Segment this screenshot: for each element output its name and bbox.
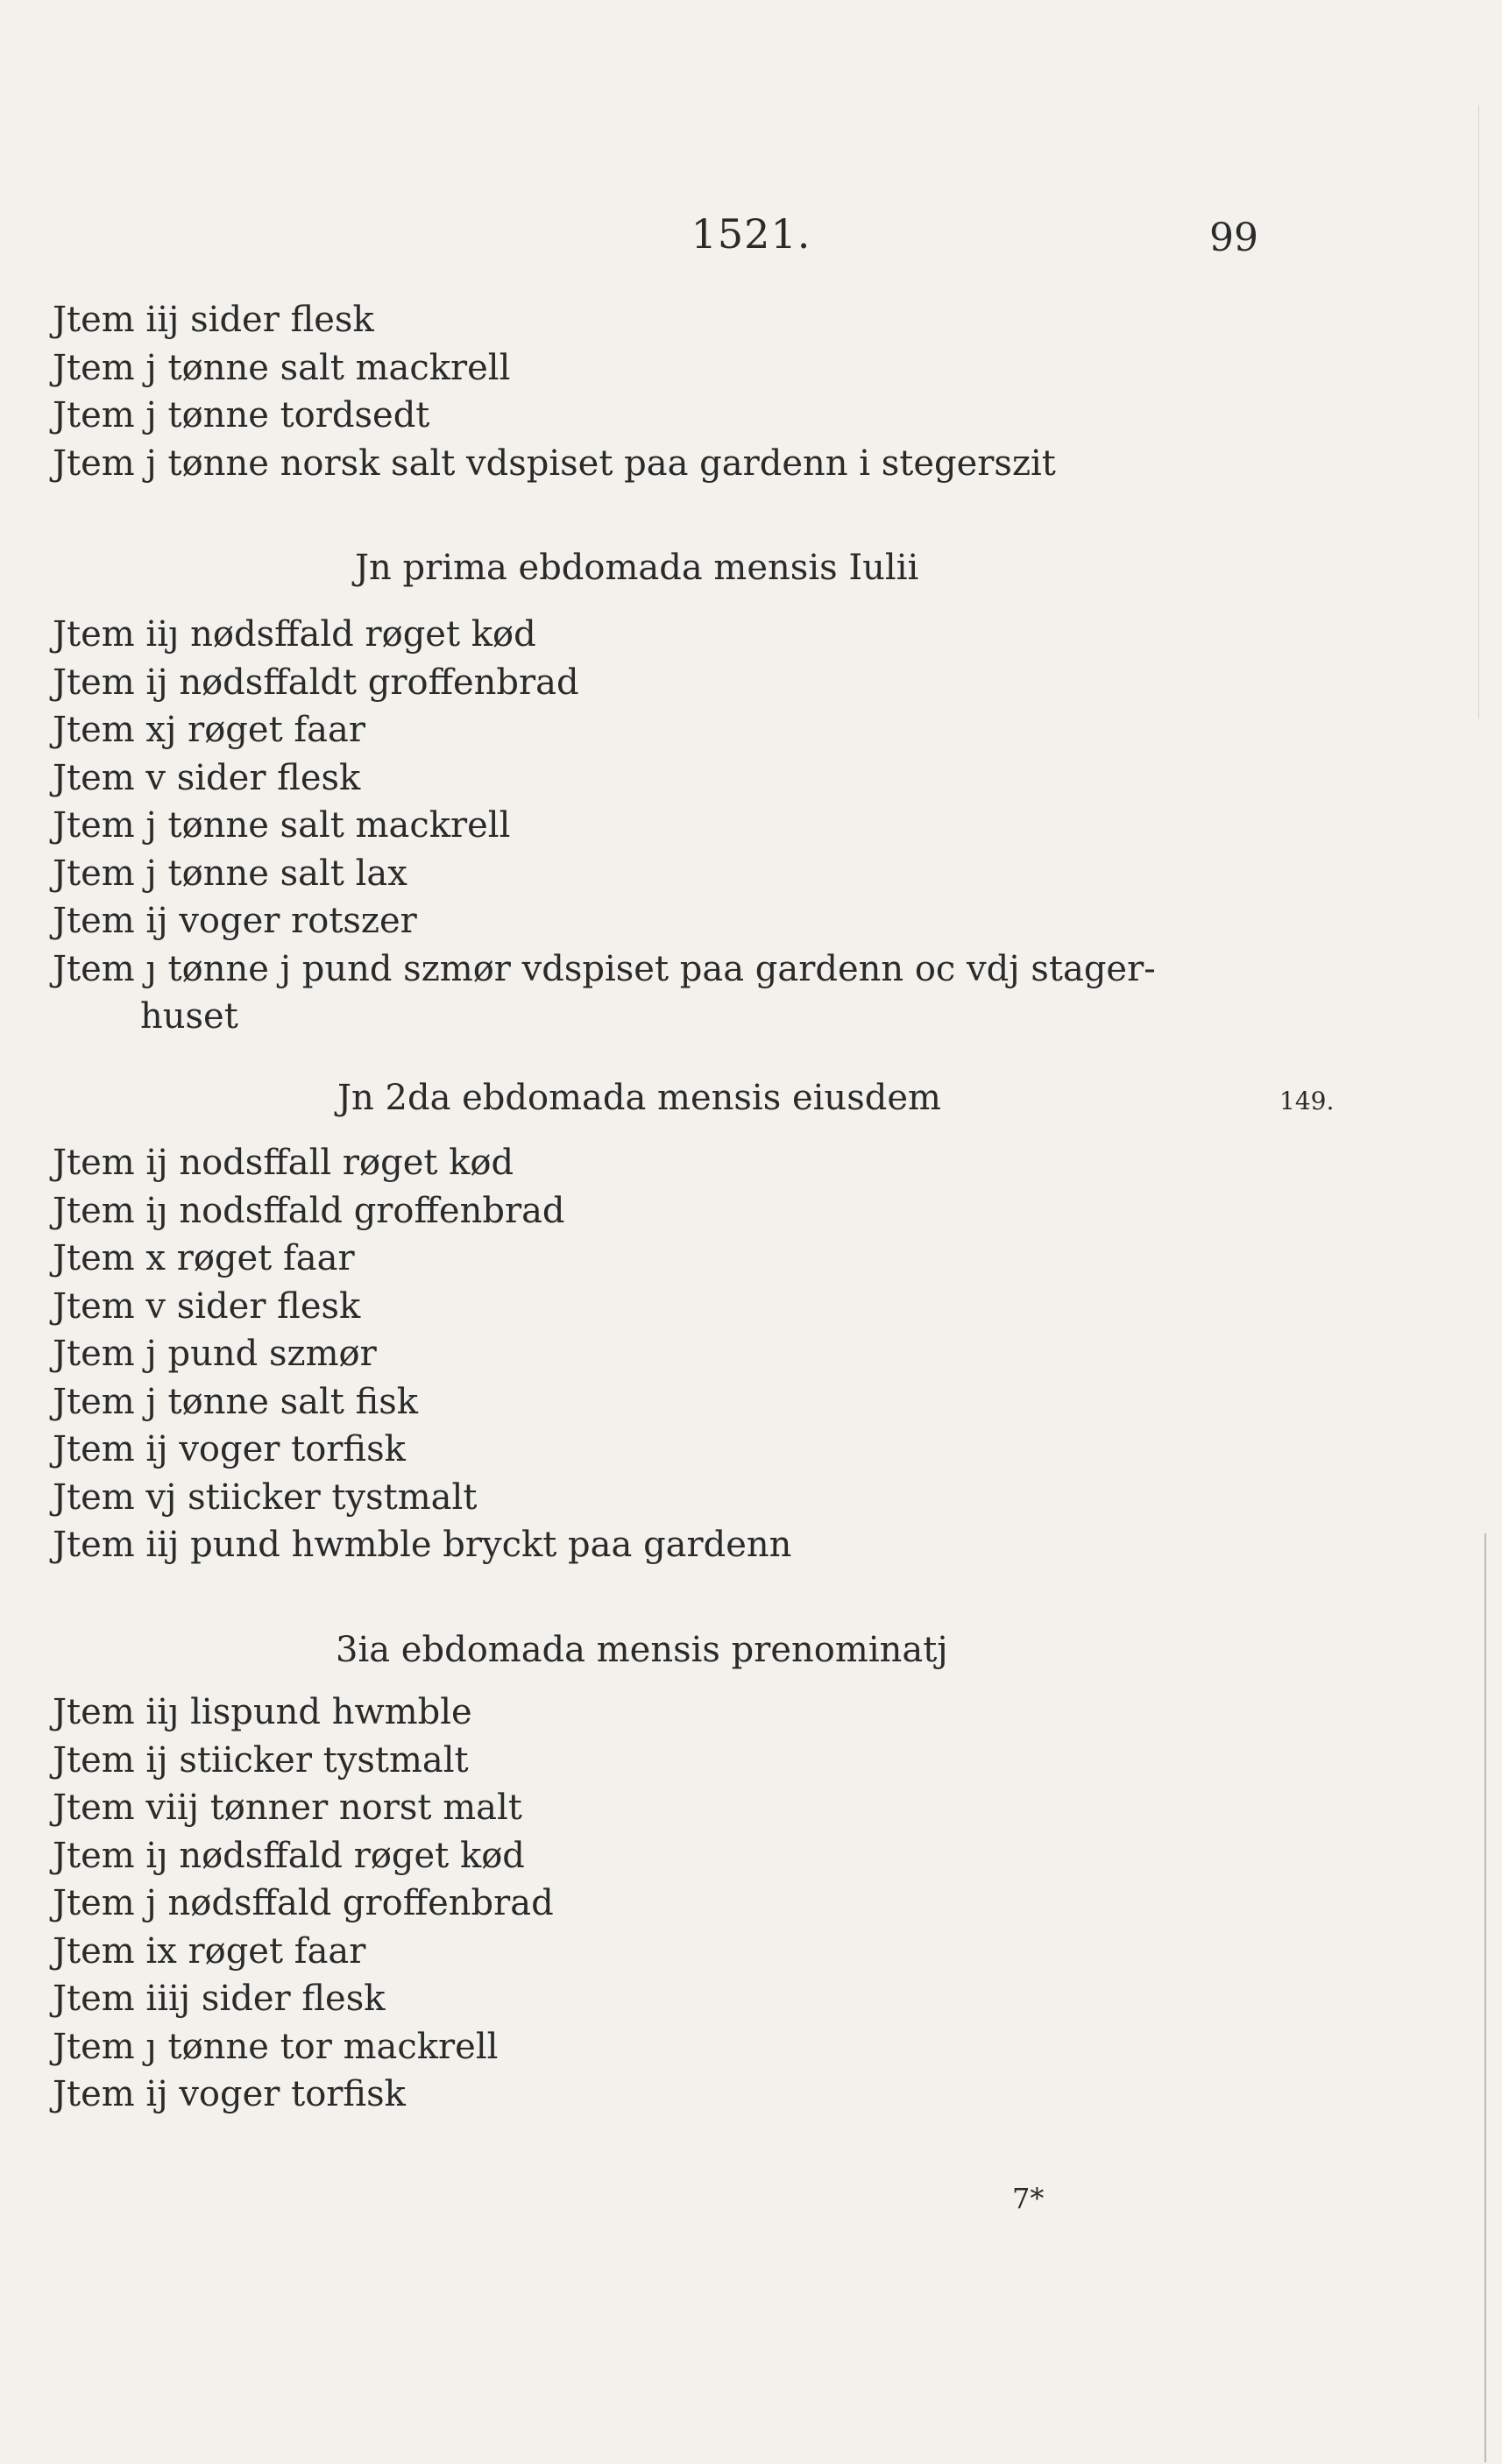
section2-heading: Jn 2da ebdomada mensis eiusdem	[337, 1078, 941, 1118]
entry-line: Jtem xj røget faar	[53, 710, 365, 750]
margin-note: 149.	[1279, 1087, 1335, 1115]
entry-line: Jtem ij voger rotszer	[53, 901, 417, 941]
page-edge-line-upper	[1478, 105, 1479, 719]
section3-heading: 3ia ebdomada mensis prenominatj	[336, 1630, 948, 1670]
signature-mark: 7*	[1012, 2182, 1045, 2215]
header-year: 1521.	[691, 210, 811, 258]
entry-line: Jtem ȷ tønne j pund szmør vdspiset paa gardenn oc vdj stager-	[53, 948, 1156, 989]
entry-line: Jtem ij voger torfisk	[53, 1429, 406, 1469]
entry-line: Jtem j tønne norsk salt vdspiset paa gardenn i stegerszit	[53, 443, 1056, 484]
entry-line: Jtem j pund szmør	[53, 1334, 377, 1374]
entry-continuation: huset	[140, 996, 238, 1037]
entry-line: Jtem vj stiicker tystmalt	[53, 1476, 478, 1518]
entry-line: Jtem j nødsffald groffenbrad	[53, 1883, 554, 1923]
entry-line: Jtem iij sider flesk	[53, 300, 374, 340]
entry-line: Jtem iȷ nodsffald groffenbrad	[53, 1190, 565, 1231]
entry-line: Jtem v sider flesk	[53, 757, 361, 798]
section1-heading: Jn prima ebdomada mensis Iulii	[355, 548, 919, 588]
entry-line: Jtem j tønne salt mackrell	[53, 347, 511, 388]
entry-line: Jtem iiij sider flesk	[53, 1979, 386, 2019]
entry-line: Jtem ix røget faar	[53, 1930, 366, 1972]
entry-line: Jtem iiȷ nødsffald røget kød	[53, 614, 536, 655]
entry-line: Jtem iiȷ lispund hwmble	[53, 1692, 472, 1732]
entry-line: Jtem ȷ tønne tor mackrell	[53, 2026, 499, 2067]
entry-line: Jtem ij nødsffaldt groffenbrad	[53, 662, 579, 703]
entry-line: Jtem j tønne salt fisk	[53, 1381, 419, 1422]
section3-entries	[53, 1689, 1385, 2119]
entry-line: Jtem ij nodsffall røget kød	[53, 1143, 514, 1183]
entry-line: Jtem ij voger torfisk	[53, 2074, 406, 2114]
entry-line: Jtem viij tønner norst malt	[53, 1788, 522, 1828]
entry-line: Jtem ij stiicker tystmalt	[53, 1739, 469, 1781]
section2-entries	[53, 1139, 1385, 1569]
page-edge-line	[1484, 1533, 1486, 2462]
entry-line: Jtem j tønne salt lax	[53, 853, 407, 894]
entry-line: Jtem j tønne tordsedt	[53, 395, 430, 435]
entry-line: Jtem iij pund hwmble bryckt paa gardenn	[53, 1525, 792, 1565]
section1-entries	[53, 611, 1385, 1041]
entry-line: Jtem v sider flesk	[53, 1285, 361, 1327]
entry-line: Jtem j tønne salt mackrell	[53, 805, 511, 846]
entry-line: Jtem iȷ nødsffald røget kød	[53, 1835, 525, 1876]
top-block	[53, 296, 1385, 487]
page-number: 99	[1209, 216, 1258, 260]
entry-line: Jtem x røget faar	[53, 1238, 355, 1278]
